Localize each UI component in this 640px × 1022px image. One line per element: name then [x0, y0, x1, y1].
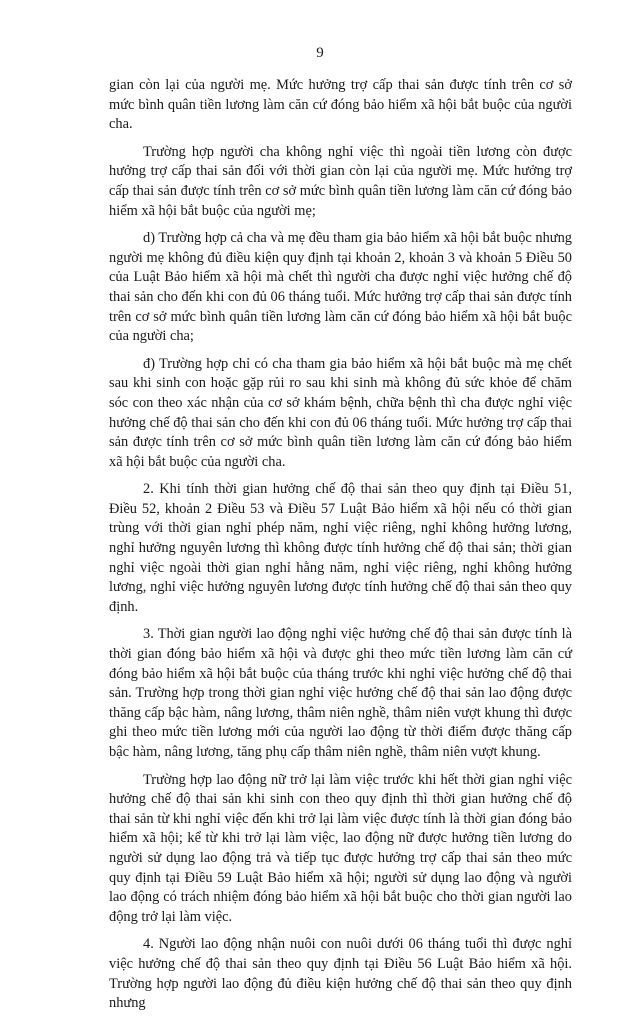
paragraph: đ) Trường hợp chỉ có cha tham gia bảo hiểm xã hội bắt buộc mà mẹ chết sau khi sinh con hoặc gặp rủi ro sau khi sinh mà không đủ sức khỏe để chăm sóc con theo xác nhận của cơ sở khám bệnh, chữa bệnh thì cha được nghỉ việc hưởng chế độ thai sản cho đến khi con đủ 06 tháng tuổi. Mức hưởng trợ cấp thai sản được tính trên cơ sở mức bình quân tiền lương làm căn cứ đóng bảo hiểm xã hội bắt buộc của người cha.: [109, 355, 572, 470]
paragraph: 3. Thời gian người lao động nghỉ việc hưởng chế độ thai sản được tính là thời gian đóng bảo hiểm xã hội và được ghi theo mức tiền lương làm căn cứ đóng bảo hiểm xã hội bắt buộc của tháng trước khi nghỉ việc hưởng chế độ thai sản. Trường hợp trong thời gian nghỉ việc hưởng chế độ thai sản lao động được thăng cấp bậc hàm, nâng lương, thâm niên nghề, thâm niên vượt khung thì được ghi theo mức tiền lương mới của người lao động từ thời điểm được thăng cấp bậc hàm, nâng lương, tăng phụ cấp thâm niên nghề, thâm niên vượt khung.: [109, 626, 572, 760]
paragraph: Trường hợp người cha không nghỉ việc thì ngoài tiền lương còn được hưởng trợ cấp thai sản đối với thời gian còn lại của người mẹ. Mức hưởng trợ cấp thai sản được tính trên cơ sở mức bình quân tiền lương làm căn cứ đóng bảo hiểm xã hội bắt buộc của người mẹ;: [109, 143, 572, 219]
document-body: [109, 76, 572, 1022]
paragraph: gian còn lại của người mẹ. Mức hưởng trợ cấp thai sản được tính trên cơ sở mức bình quân tiền lương làm căn cứ đóng bảo hiểm xã hội bắt buộc của người cha.: [109, 77, 572, 133]
paragraph: Trường hợp lao động nữ trở lại làm việc trước khi hết thời gian nghỉ việc hưởng chế độ thai sản khi sinh con theo quy định thì thời gian hưởng chế độ thai sản từ khi nghỉ việc đến khi trở lại làm việc được tính là thời gian đóng bảo hiểm xã hội; kể từ khi trở lại làm việc, lao động nữ được hưởng tiền lương do người sử dụng lao động trả và tiếp tục được hưởng trợ cấp thai sản theo mức quy định tại Điều 59 Luật Bảo hiểm xã hội; người sử dụng lao động và người lao động có trách nhiệm đóng bảo hiểm xã hội bắt buộc cho thời gian người lao động trở lại làm việc.: [109, 771, 572, 925]
paragraph: d) Trường hợp cả cha và mẹ đều tham gia bảo hiểm xã hội bắt buộc nhưng người mẹ không đủ điều kiện quy định tại khoản 2, khoản 3 và khoản 5 Điều 50 của Luật Bảo hiểm xã hội mà chết thì người cha được nghỉ việc hưởng chế độ thai sản cho đến khi con đủ 06 tháng tuổi. Mức hưởng trợ cấp thai sản được tính trên cơ sở mức bình quân tiền lương làm căn cứ đóng bảo hiểm xã hội bắt buộc của người cha;: [109, 230, 572, 345]
paragraph: 4. Người lao động nhận nuôi con nuôi dưới 06 tháng tuổi thì được nghỉ việc hưởng chế độ thai sản theo quy định tại Điều 56 Luật Bảo hiểm xã hội. Trường hợp người lao động đủ điều kiện hưởng chế độ thai sản theo quy định nhưng: [109, 936, 572, 1012]
page-number: 9: [316, 45, 324, 61]
paragraph: 2. Khi tính thời gian hưởng chế độ thai sản theo quy định tại Điều 51, Điều 52, khoản 2 Điều 53 và Điều 57 Luật Bảo hiểm xã hội nếu có thời gian trùng với thời gian nghỉ phép năm, nghỉ việc riêng, nghỉ không hưởng lương, nghỉ hưởng nguyên lương thì không được tính hưởng chế độ thai sản; thời gian nghỉ việc ngoài thời gian nghỉ hằng năm, nghỉ việc riêng, nghỉ không hưởng lương, nghỉ việc hưởng nguyên lương được tính hưởng chế độ thai sản theo quy định.: [109, 481, 572, 615]
